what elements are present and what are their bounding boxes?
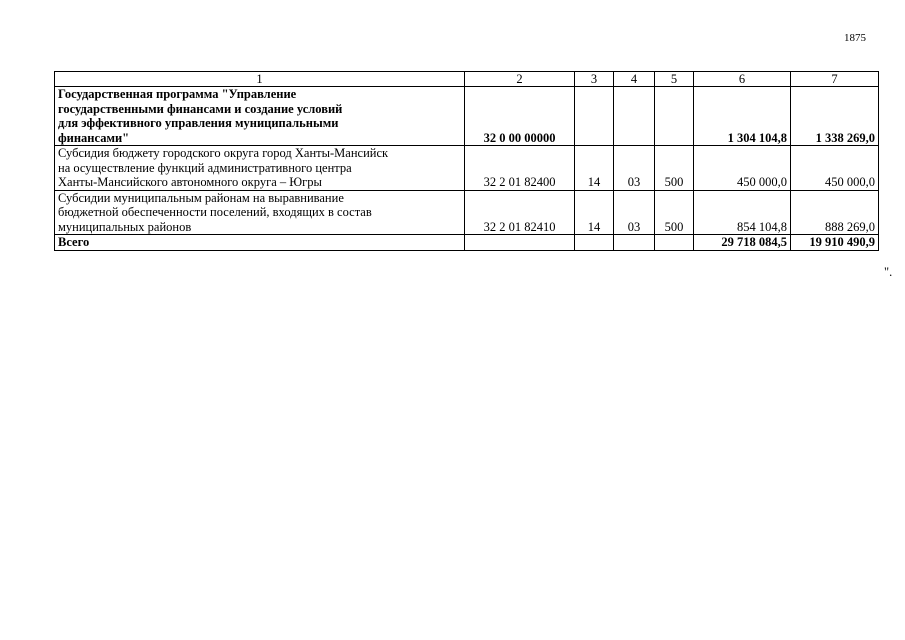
row-section: 14 xyxy=(575,146,614,191)
row-expense-type: 500 xyxy=(655,146,694,191)
column-header: 4 xyxy=(614,72,655,87)
row-section: 14 xyxy=(575,190,614,235)
row-description: Государственная программа "Управление государственными финансами и создание условий для эффективного управления муниципальными финансами" xyxy=(55,87,465,146)
column-header: 6 xyxy=(694,72,791,87)
row-subsection xyxy=(614,87,655,146)
header-row xyxy=(55,72,879,87)
row-subsection xyxy=(614,235,655,251)
row-code xyxy=(465,235,575,251)
total-row xyxy=(55,235,879,251)
row-code: 32 0 00 00000 xyxy=(465,87,575,146)
row-expense-type: 500 xyxy=(655,190,694,235)
row-amount-2024: 450 000,0 xyxy=(791,146,879,191)
row-description: Субсидия бюджету городского округа город Ханты-Мансийск на осуществление функций административного центра Ханты-Мансийского автономного округа – Югры xyxy=(55,146,465,191)
row-expense-type xyxy=(655,235,694,251)
row-amount-2023: 1 304 104,8 xyxy=(694,87,791,146)
column-header: 3 xyxy=(575,72,614,87)
column-header: 2 xyxy=(465,72,575,87)
table-row xyxy=(55,190,879,235)
budget-table xyxy=(54,71,879,251)
column-header: 5 xyxy=(655,72,694,87)
row-section xyxy=(575,235,614,251)
row-amount-2024: 19 910 490,9 xyxy=(791,235,879,251)
column-header: 1 xyxy=(55,72,465,87)
row-code: 32 2 01 82400 xyxy=(465,146,575,191)
row-subsection: 03 xyxy=(614,146,655,191)
page-number: 1875 xyxy=(844,32,866,44)
row-description: Субсидии муниципальным районам на выравнивание бюджетной обеспеченности поселений, входящих в состав муниципальных районов xyxy=(55,190,465,235)
row-amount-2024: 1 338 269,0 xyxy=(791,87,879,146)
row-expense-type xyxy=(655,87,694,146)
row-amount-2023: 450 000,0 xyxy=(694,146,791,191)
column-header: 7 xyxy=(791,72,879,87)
table-row xyxy=(55,87,879,146)
row-amount-2024: 888 269,0 xyxy=(791,190,879,235)
row-section xyxy=(575,87,614,146)
row-code: 32 2 01 82410 xyxy=(465,190,575,235)
row-amount-2023: 29 718 084,5 xyxy=(694,235,791,251)
row-subsection: 03 xyxy=(614,190,655,235)
table-row xyxy=(55,146,879,191)
closing-quote: ". xyxy=(884,265,893,279)
row-amount-2023: 854 104,8 xyxy=(694,190,791,235)
row-description: Всего xyxy=(55,235,465,251)
